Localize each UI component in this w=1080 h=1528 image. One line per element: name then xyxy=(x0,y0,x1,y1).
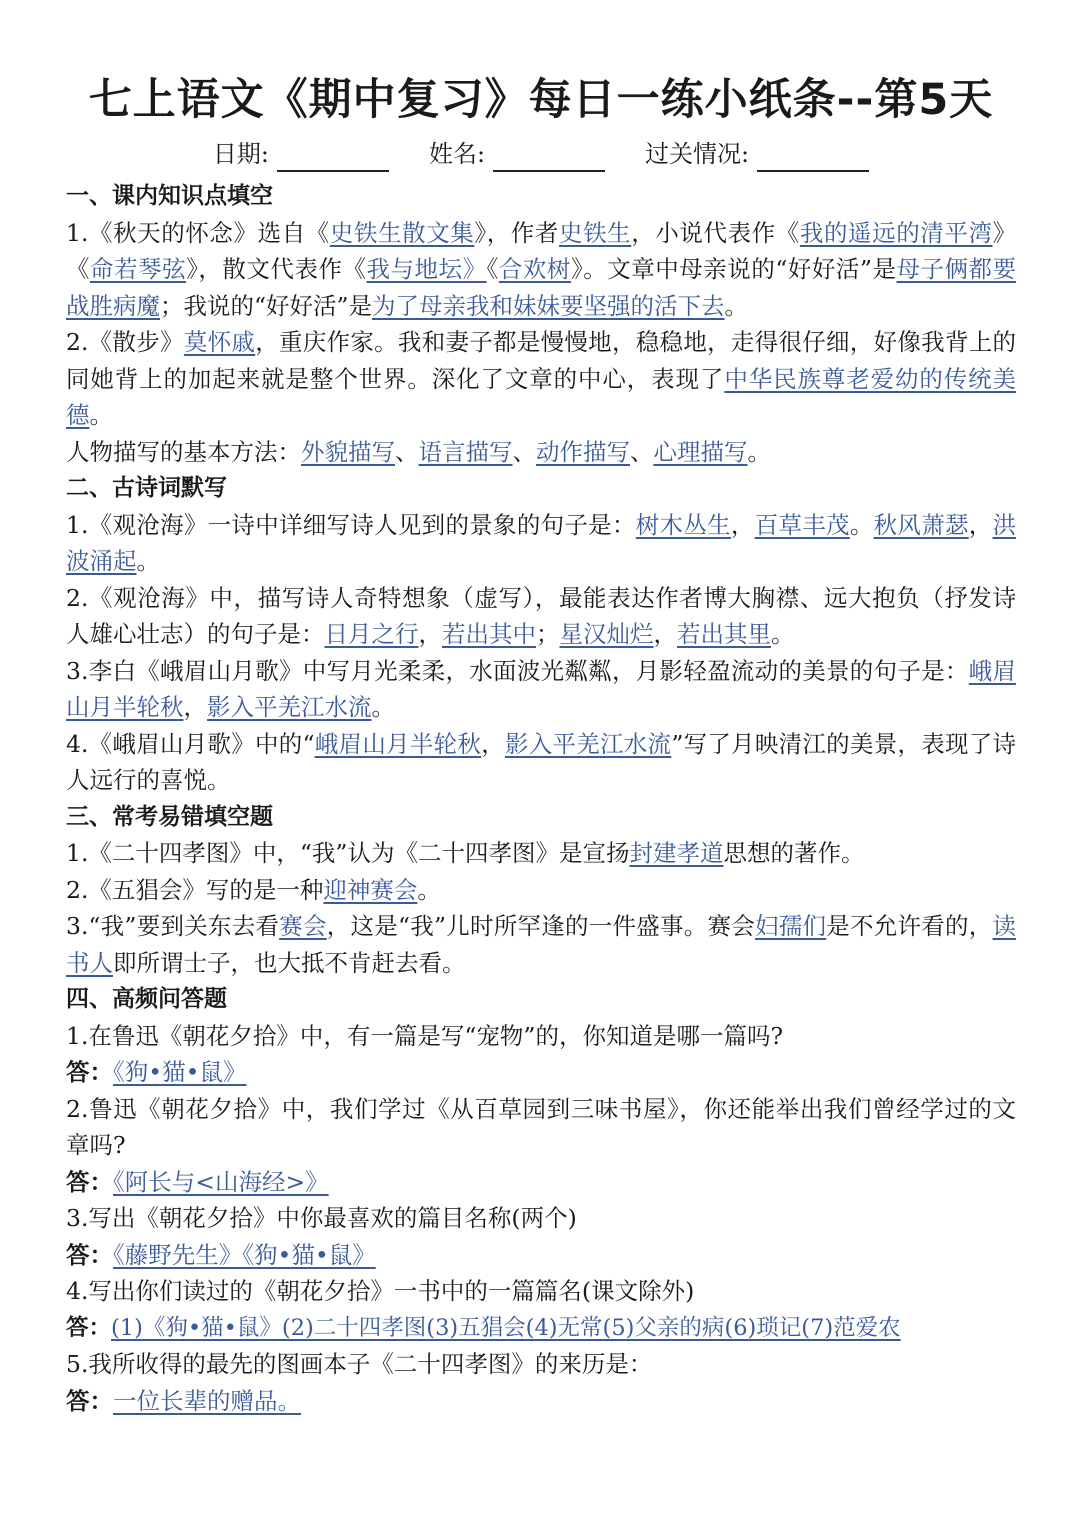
item-2-1 xyxy=(66,507,1016,580)
text: ，小说代表作《 xyxy=(631,218,800,247)
text: 》。文章中母亲说的“好好活”是 xyxy=(570,255,897,283)
text: 》，散文代表作《 xyxy=(186,255,367,283)
page-title: 七上语文《期中复习》每日一练小纸条--第5天 xyxy=(88,75,994,125)
status-field xyxy=(645,136,869,172)
answer: 史铁生 xyxy=(558,218,632,247)
text: 1.《观沧海》一诗中详细写诗人见到的景象的句子是： xyxy=(66,510,636,539)
status-label: 过关情况: xyxy=(645,140,750,168)
item-3-3 xyxy=(66,908,1016,981)
answer: 日月之行 xyxy=(324,620,419,648)
text: ；我说的“好好活”是 xyxy=(160,291,373,320)
answer: 动作描写 xyxy=(536,437,630,466)
section-heading-4: 四、高频问答题 xyxy=(66,986,227,1012)
text: 人物描写的基本方法： xyxy=(66,437,301,466)
section-heading-2: 二、古诗词默写 xyxy=(66,475,227,501)
answer: 一位长辈的赠品。 xyxy=(113,1386,301,1415)
item-1-1 xyxy=(66,215,1016,325)
answer-3 xyxy=(66,1237,1016,1274)
answer: 合欢树 xyxy=(498,255,571,283)
answer: 妇孺们 xyxy=(755,912,827,940)
answer: 中华民族尊老爱幼的传统美德 xyxy=(66,364,1017,429)
answer: 树木丛生 xyxy=(635,510,731,539)
text: ，这是“我”儿时所罕逢的一件盛事。赛会 xyxy=(326,912,756,940)
text: 3.“我”要到关东去看 xyxy=(66,912,280,940)
answer: 若出其中 xyxy=(442,620,536,648)
answer: 迎神赛会 xyxy=(323,875,418,904)
answer-5 xyxy=(66,1383,1016,1420)
worksheet xyxy=(66,70,1016,1419)
name-label: 姓名: xyxy=(428,140,486,168)
answer: 《狗•猫•鼠》 xyxy=(113,1058,247,1086)
text: 2.《五猖会》写的是一种 xyxy=(66,875,324,904)
text: 4.《峨眉山月歌》中的“ xyxy=(66,729,315,758)
answer: 为了母亲我和妹妹要坚强的活下去 xyxy=(372,291,725,320)
text: 3.李白《峨眉山月歌》中写月光柔柔，水面波光粼粼，月影轻盈流动的美景的句子是： xyxy=(66,656,969,685)
text: ，重庆作家。我和妻子都是慢慢地，稳稳地，走得很仔细，好像我背上的同她背上的加起来就是整个世界。深化了文章的中心，表现了 xyxy=(66,328,1017,393)
answer: 语言描写 xyxy=(418,437,513,466)
text: ， xyxy=(481,729,505,758)
text: ， xyxy=(183,693,207,721)
text: 。 xyxy=(371,693,395,721)
item-2-4 xyxy=(66,726,1016,799)
text: 。 xyxy=(417,875,441,904)
text: ； xyxy=(536,620,560,648)
answer: 我与地坛》 xyxy=(366,255,487,283)
answer-label: 答： xyxy=(66,1386,113,1415)
name-blank[interactable] xyxy=(493,146,605,172)
item-1-2 xyxy=(66,324,1016,434)
answer: 我的遥远的清平湾 xyxy=(799,218,993,247)
item-3-2 xyxy=(66,872,1016,909)
text: 。 xyxy=(89,401,113,429)
answer: 秋风萧瑟 xyxy=(873,510,969,539)
answer: 史铁生散文集 xyxy=(329,218,475,247)
text: ， xyxy=(653,620,677,648)
text: 即所谓士子，也大抵不肯赶去看。 xyxy=(113,948,466,977)
answer: 赛会 xyxy=(279,912,327,940)
answer: 洪波涌起 xyxy=(66,510,1017,575)
answer: 外貌描写 xyxy=(301,437,395,466)
item-3-1 xyxy=(66,835,1016,872)
item-1-3 xyxy=(66,434,1016,471)
text: 《 xyxy=(486,255,499,283)
answer: 峨眉山月半轮秋 xyxy=(66,656,1017,721)
answer: 母子俩都要战胜病魔 xyxy=(66,255,1017,320)
answer: 《藤野先生》《狗•猫•鼠》 xyxy=(113,1240,376,1269)
answer-4 xyxy=(66,1310,1016,1347)
item-2-3 xyxy=(66,653,1016,726)
date-label: 日期: xyxy=(212,140,269,168)
section-heading-1: 一、课内知识点填空 xyxy=(66,183,273,209)
question-3: 3.写出《朝花夕拾》中你最喜欢的篇目名称(两个) xyxy=(66,1204,577,1232)
text: ， xyxy=(418,620,442,648)
answer: 《阿长与<山海经>》 xyxy=(113,1167,329,1196)
text: 思想的著作。 xyxy=(723,839,865,867)
question-2: 2.鲁迅《朝花夕拾》中，我们学过《从百草园到三味书屋》，你还能举出我们曾经学过的文章吗? xyxy=(66,1094,1016,1159)
name-field xyxy=(429,136,605,172)
text: 2.《散步》 xyxy=(66,328,184,356)
text: ， xyxy=(968,510,993,539)
answer: 影入平羌江水流 xyxy=(504,729,672,758)
info-row xyxy=(66,136,1016,172)
answer-label: 答： xyxy=(66,1240,113,1269)
text: 。 xyxy=(771,620,795,648)
answer: 命若琴弦 xyxy=(90,255,187,283)
text: 2.《观沧海》中，描写诗人奇特想象（虚写），最能表达作者博大胸襟、远大抱负（抒发诗人雄心壮志）的句子是： xyxy=(66,583,1016,648)
answer-label: 答： xyxy=(66,1058,113,1086)
question-4: 4.写出你们读过的《朝花夕拾》一书中的一篇篇名(课文除外) xyxy=(66,1277,695,1305)
text: ”写了月映清江的美景，表现了诗人远行的喜悦。 xyxy=(66,729,1017,794)
answer: 心理描写 xyxy=(653,437,748,466)
answer: (1)《狗•猫•鼠》(2)二十四孝图(3)五猖会(4)无常(5)父亲的病(6)琐记(7)范爱农 xyxy=(111,1314,901,1341)
answer-label: 答： xyxy=(66,1314,112,1341)
answer-label: 答： xyxy=(66,1167,113,1196)
text: 。 xyxy=(136,547,160,575)
answer: 莫怀戚 xyxy=(183,328,256,356)
text: 》《 xyxy=(66,218,1017,283)
text: 。 xyxy=(724,291,749,320)
answer-1 xyxy=(66,1054,1016,1091)
answer: 峨眉山月半轮秋 xyxy=(314,729,482,758)
item-2-2 xyxy=(66,580,1016,653)
text: 。 xyxy=(747,437,771,466)
text: 是不允许看的， xyxy=(826,912,993,940)
answer: 影入平羌江水流 xyxy=(207,693,372,721)
text: 1.《二十四孝图》中，“我”认为《二十四孝图》是宣扬 xyxy=(66,839,630,867)
answer: 星汉灿烂 xyxy=(559,620,654,648)
section-heading-3: 三、常考易错填空题 xyxy=(66,803,273,830)
status-blank[interactable] xyxy=(757,146,869,172)
date-field xyxy=(213,136,389,172)
date-blank[interactable] xyxy=(277,146,389,172)
text: 、 xyxy=(395,437,419,466)
text: 1.《秋天的怀念》选自《 xyxy=(66,218,330,247)
text: 。 xyxy=(849,510,874,539)
text: 、 xyxy=(512,437,536,466)
question-5: 5.我所收得的最先的图画本子《二十四孝图》的来历是： xyxy=(66,1350,653,1378)
question-1: 1.在鲁迅《朝花夕拾》中，有一篇是写“宠物”的，你知道是哪一篇吗? xyxy=(66,1021,784,1050)
text: ， xyxy=(730,510,755,539)
answer: 读书人 xyxy=(66,912,1017,977)
answer: 若出其里 xyxy=(677,620,771,648)
answer: 封建孝道 xyxy=(629,839,724,867)
text: 》，作者 xyxy=(474,218,559,247)
answer-2 xyxy=(66,1164,1016,1201)
text: 、 xyxy=(630,437,654,466)
answer: 百草丰茂 xyxy=(754,510,850,539)
